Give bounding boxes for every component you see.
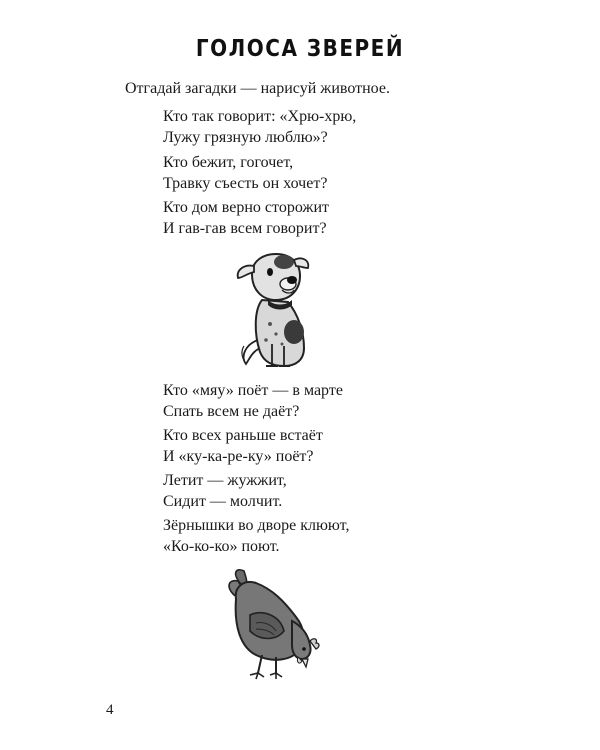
riddle-line: Кто бежит, гогочет, [163,154,294,171]
dog-illustration [232,248,316,372]
hen-illustration [222,565,332,683]
riddle [163,152,327,194]
page-number: 4 [106,702,114,718]
riddle-line: Кто так говорит: «Хрю-хрю, [163,108,357,125]
riddle-line: Летит — жужжит, [163,472,287,489]
intro-text: Отгадай загадки — нарисуй животное. [125,80,390,97]
riddle-line: Сидит — молчит. [163,493,283,510]
riddle [163,380,343,422]
riddle [163,470,287,512]
riddle-line: Зёрнышки во дворе клюют, [163,517,350,534]
riddle [163,515,349,557]
riddle-line: «Ко-ко-ко» поют. [163,538,280,555]
riddle [163,197,329,239]
riddle-line: Травку съесть он хочет? [163,175,328,192]
riddle [163,106,356,148]
riddle-line: Лужу грязную люблю»? [163,129,328,146]
page-title: ГОЛОСА ЗВЕРЕЙ [195,34,405,62]
riddle-line: Кто всех раньше встаёт [163,427,323,444]
riddle-line: Кто дом верно сторожит [163,199,330,216]
riddle-line: Кто «мяу» поёт — в марте [163,382,343,399]
riddle-line: И гав-гав всем говорит? [163,220,327,237]
riddle-line: И «ку-ка-ре-ку» поёт? [163,448,314,465]
riddle-line: Спать всем не даёт? [163,403,300,420]
riddle [163,425,323,467]
